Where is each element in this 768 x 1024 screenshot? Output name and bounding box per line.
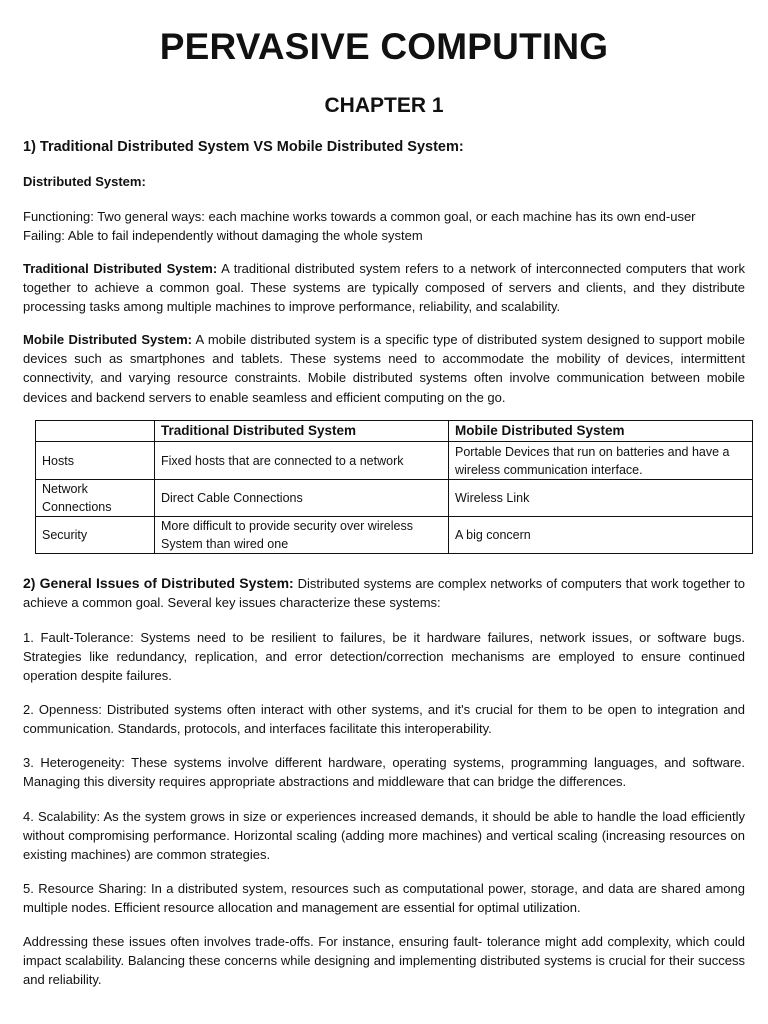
issue-fault-tolerance [23,628,745,686]
section-2-paragraph [23,574,745,612]
traditional-paragraph [23,259,745,317]
table-header-row [36,421,753,442]
issue-label: 3. Heterogeneity: [23,755,125,770]
mobile-text: A mobile distributed system is a specific type of distributed system designed to support mobile devices such as smartphones and tablets. These systems need to accommodate the mobility of devices, intermittent connectivity, and varying resource constraints. Mobile distributed systems often involve communication between mobile devices and backend servers to enable seamless and efficient computing on the go. [23,332,746,405]
table-cell: Hosts [36,442,155,480]
table-row [36,480,753,517]
distributed-system-heading: Distributed System: [23,174,146,189]
issue-openness [23,700,745,738]
mobile-label: Mobile Distributed System: [23,332,192,347]
issue-label: 5. Resource Sharing: [23,881,147,896]
issue-heterogeneity [23,753,745,791]
document-title: PERVASIVE COMPUTING [159,26,609,67]
section-1-heading: 1) Traditional Distributed System VS Mobile Distributed System: [23,139,464,155]
closing-paragraph: Addressing these issues often involves trade-offs. For instance, ensuring fault- tolerance might add complexity, which could impact scalability. Balancing these concerns while designing and implementing distributed systems is crucial for their success and reliability. [23,934,745,988]
table-header-cell [36,421,155,442]
section-2-heading: 2) General Issues of Distributed System: [23,575,294,591]
section-2-intro: Distributed systems are complex networks of computers that work together to achieve a common goal. Several key issues characterize these systems: [23,576,745,611]
table-cell: Security [36,517,155,554]
table-cell: Fixed hosts that are connected to a network [155,442,449,480]
table-row [36,442,753,480]
functioning-label: Functioning: [23,209,94,224]
table-row [36,517,753,554]
issue-text: In a distributed system, resources such as computational power, storage, and data are shared among multiple nodes. Efficient resource allocation and management are essential for optimal utilization. [23,881,745,916]
issue-label: 4. Scalability: [23,809,101,824]
table-header-cell: Mobile Distributed System [449,421,753,442]
mobile-paragraph [23,330,745,407]
issue-text: Distributed systems often interact with other systems, and it's crucial for them to be open to integration and communication. Standards, protocols, and interfaces facilitate this interoperability. [23,702,746,737]
issue-scalability [23,807,745,865]
functioning-paragraph [23,207,745,226]
issue-label: 1. Fault-Tolerance: [23,630,134,645]
table-cell: Network Connections [36,480,155,517]
issue-text: These systems involve different hardware, operating systems, programming languages, and software. Managing this diversity requires appropriate abstractions and middleware that can bridge the differences. [23,755,745,790]
comparison-table [35,420,753,554]
issue-label: 2. Openness: [23,702,102,717]
failing-label: Failing: [23,228,65,243]
failing-paragraph [23,226,745,245]
failing-text: Able to fail independently without damaging the whole system [64,228,423,243]
table-cell: More difficult to provide security over wireless System than wired one [155,517,449,554]
traditional-text: A traditional distributed system refers to a network of interconnected computers that work together to achieve a common goal. These systems are typically composed of servers and clients, and they distribute processing tasks among multiple machines to improve performance, reliability, and scalability. [23,261,745,315]
issue-text: As the system grows in size or experiences increased demands, it should be able to handle the load efficiently without compromising performance. Horizontal scaling (adding more machines) and vertical scaling (increasing resources on existing machines) are common strategies. [23,809,745,863]
table-header-cell: Traditional Distributed System [155,421,449,442]
chapter-heading: CHAPTER 1 [324,94,444,117]
functioning-text: Two general ways: each machine works towards a common goal, or each machine has its own end-user [93,209,696,224]
issue-text: Systems need to be resilient to failures, be it hardware failures, network issues, or software bugs. Strategies like redundancy, replication, and error detection/correction mechanisms are employed to ensure continued operation despite failures. [23,630,745,684]
table-cell: A big concern [449,517,753,554]
issue-resource-sharing [23,879,745,917]
table-cell: Wireless Link [449,480,753,517]
table-cell: Portable Devices that run on batteries and have a wireless communication interface. [449,442,753,480]
table-cell: Direct Cable Connections [155,480,449,517]
traditional-label: Traditional Distributed System: [23,261,218,276]
